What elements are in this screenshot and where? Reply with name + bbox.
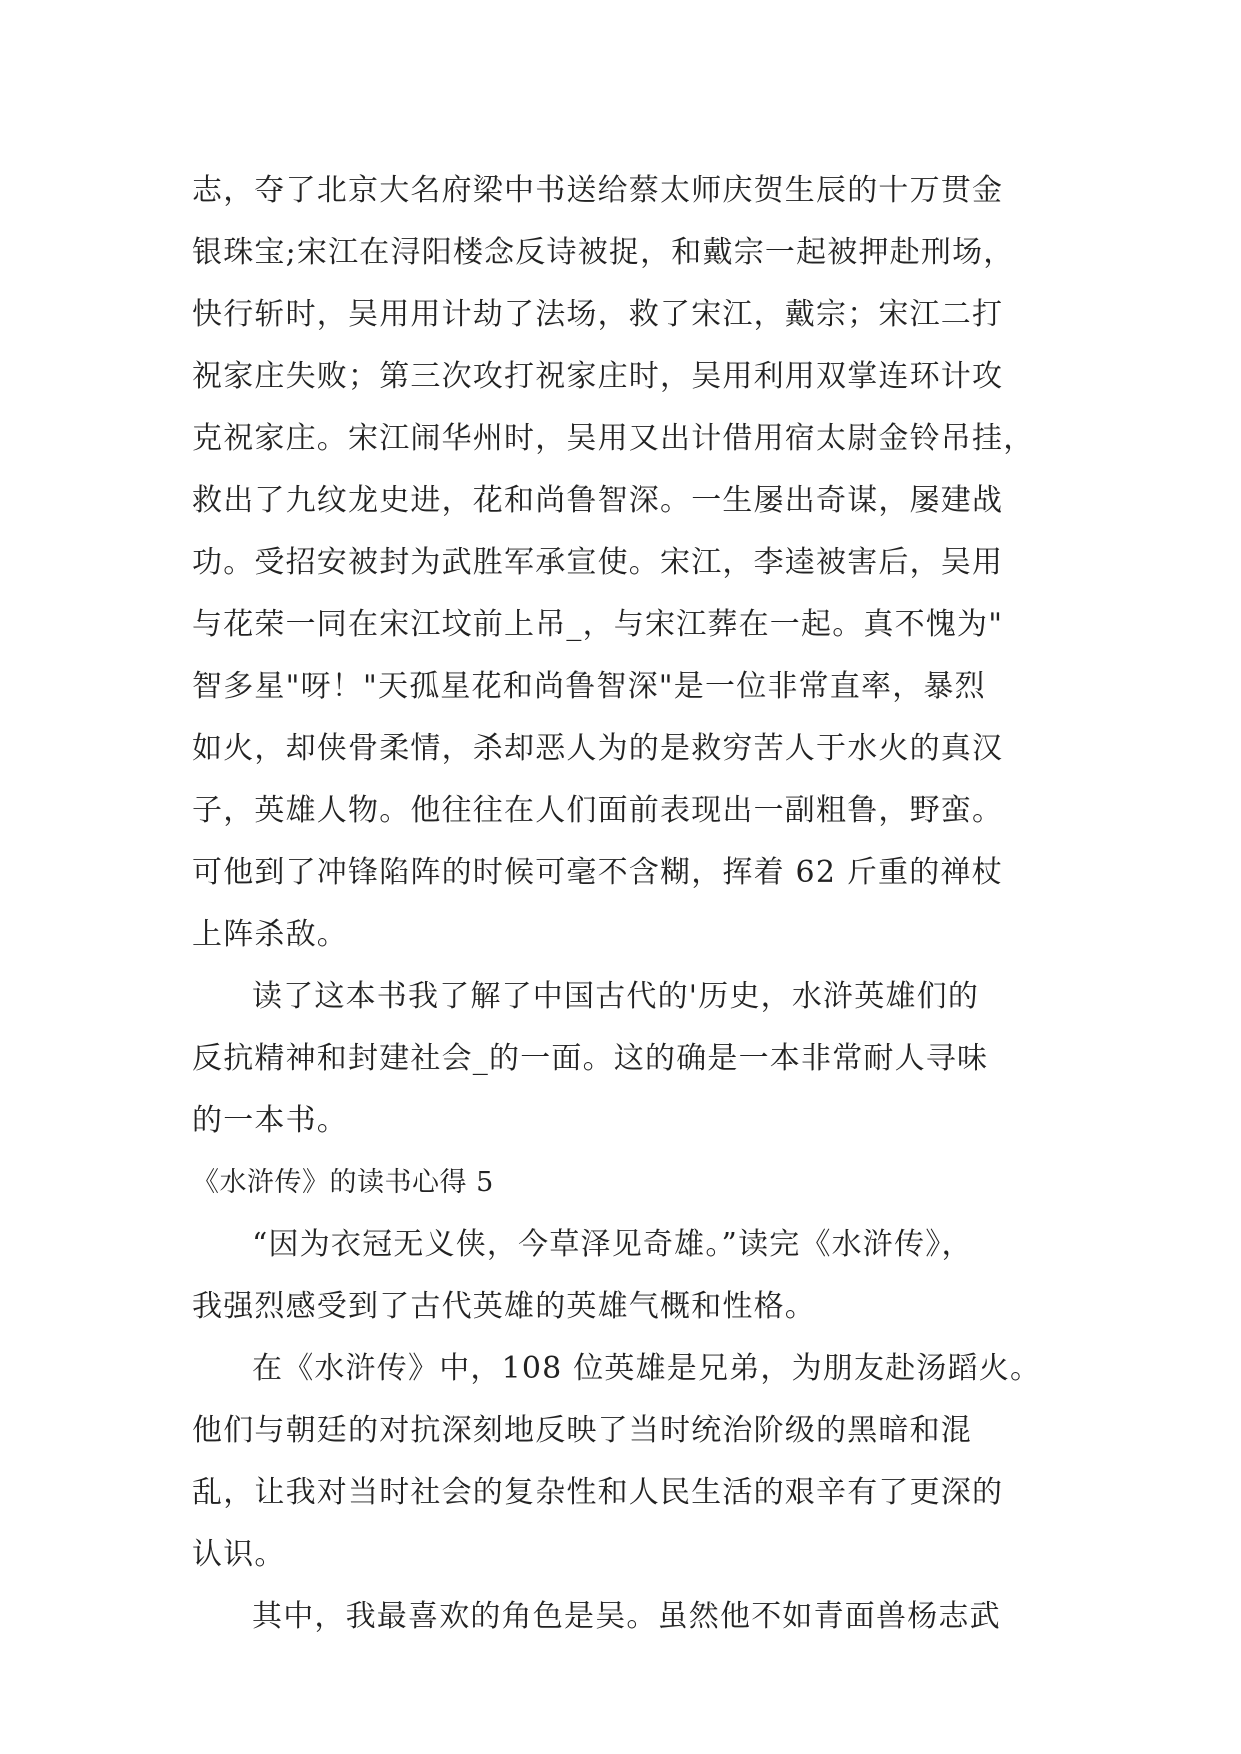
text-line: 志，夺了北京大名府梁中书送给蔡太师庆贺生辰的十万贯金	[192, 173, 1004, 208]
text-line: “因为衣冠无义侠，今草泽见奇雄。”读完《水浒传》，	[252, 1227, 973, 1262]
text-line: 的一本书。	[192, 1103, 348, 1138]
text-line: 其中，我最喜欢的角色是吴。虽然他不如青面兽杨志武	[252, 1599, 1001, 1634]
text-line: 与花荣一同在宋江坟前上吊_，与宋江葬在一起。真不愧为"	[192, 607, 1004, 642]
document-body	[192, 160, 1052, 1648]
section-heading: 《水浒传》的读书心得 5	[192, 1167, 494, 1198]
text-line: 子，英雄人物。他往往在人们面前表现出一副粗鲁，野蛮。	[192, 793, 1004, 828]
text-line: 可他到了冲锋陷阵的时候可毫不含糊，挥着 62 斤重的禅杖	[192, 855, 1003, 890]
text-line: 读了这本书我了解了中国古代的'历史，水浒英雄们的	[252, 979, 980, 1014]
text-line: 智多星"呀！"天孤星花和尚鲁智深"是一位非常直率，暴烈	[192, 669, 986, 704]
text-line: 我强烈感受到了古代英雄的英雄气概和性格。	[192, 1289, 816, 1324]
text-line: 功。受招安被封为武胜军承宣使。宋江，李逵被害后，吴用	[192, 545, 1004, 580]
text-line: 快行斩时，吴用用计劫了法场，救了宋江，戴宗；宋江二打	[192, 297, 1004, 332]
text-line: 克祝家庄。宋江闹华州时，吴用又出计借用宿太尉金铃吊挂，	[192, 421, 1035, 456]
text-line: 银珠宝;宋江在浔阳楼念反诗被捉，和戴宗一起被押赴刑场，	[192, 235, 1015, 270]
text-line: 反抗精神和封建社会_的一面。这的确是一本非常耐人寻味	[192, 1041, 989, 1076]
text-line: 认识。	[192, 1537, 286, 1572]
text-line: 在《水浒传》中，108 位英雄是兄弟，为朋友赴汤蹈火。	[252, 1351, 1042, 1386]
text-line: 上阵杀敌。	[192, 917, 348, 952]
text-line: 救出了九纹龙史进，花和尚鲁智深。一生屡出奇谋，屡建战	[192, 483, 1004, 518]
text-line: 祝家庄失败；第三次攻打祝家庄时，吴用利用双掌连环计攻	[192, 359, 1004, 394]
text-line: 如火，却侠骨柔情，杀却恶人为的是救穷苦人于水火的真汉	[192, 731, 1004, 766]
text-line: 他们与朝廷的对抗深刻地反映了当时统治阶级的黑暗和混	[192, 1413, 972, 1448]
text-line: 乱，让我对当时社会的复杂性和人民生活的艰辛有了更深的	[192, 1475, 1004, 1510]
